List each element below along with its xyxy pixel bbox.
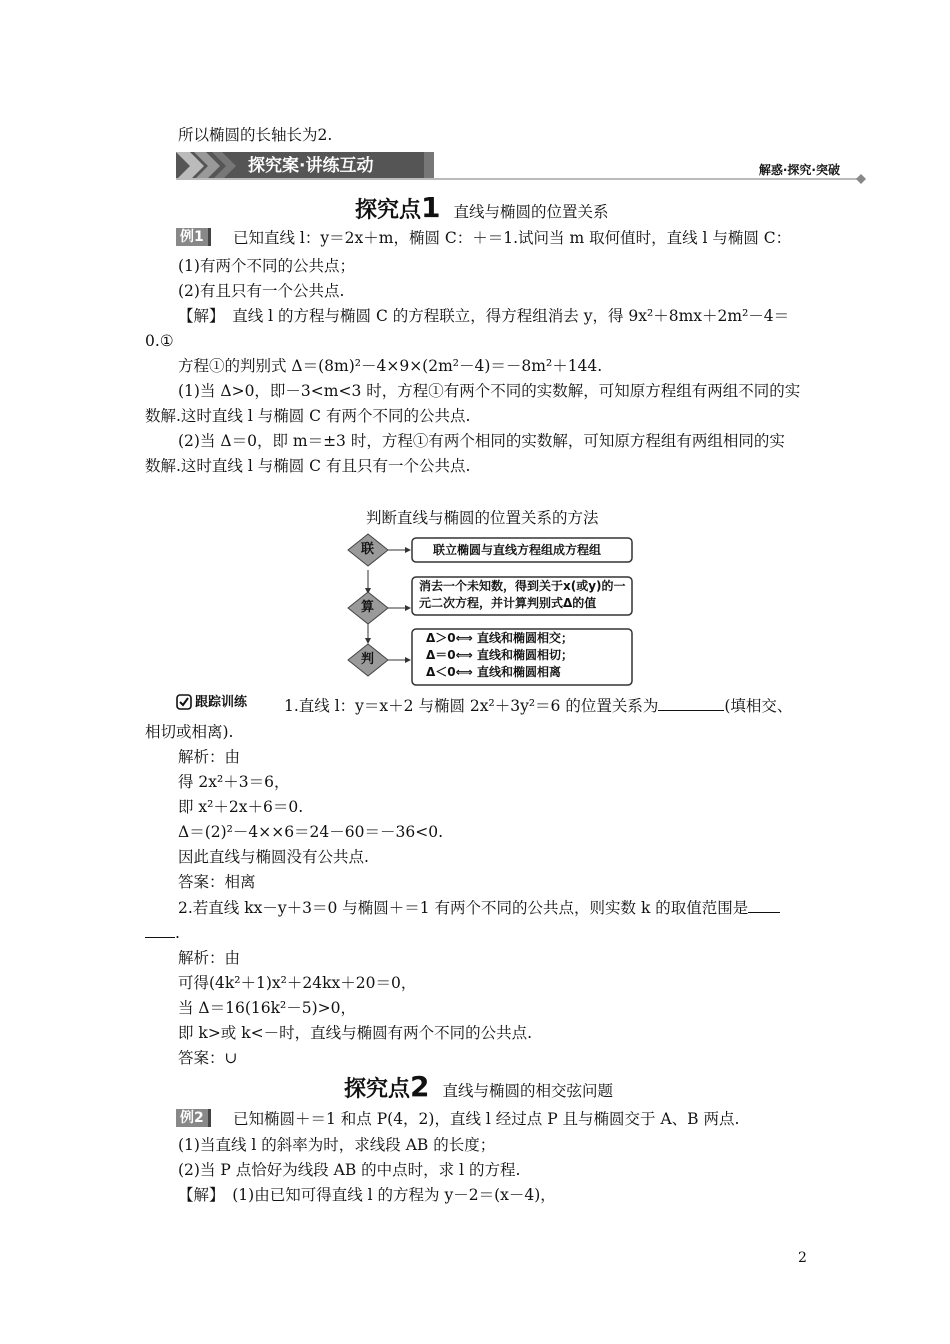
banner-title: 探究案·讲练互动 xyxy=(248,156,374,176)
step-key: 判 xyxy=(361,652,375,667)
answer-blank xyxy=(145,923,175,938)
example-1-line: (1)有两个不同的公共点； xyxy=(178,257,355,275)
check-icon xyxy=(176,694,192,710)
solution-line: 0.① xyxy=(145,332,174,350)
practice-question: 1.直线 l：y＝x＋2 与椭圆 2x²＋3y²＝6 的位置关系为 (填相交、 xyxy=(284,697,793,715)
section-2-subtitle: 直线与椭圆的相交弦问题 xyxy=(442,1082,613,1100)
step-text: 联立椭圆与直线方程组成方程组 xyxy=(433,543,602,557)
practice-answer: 答案：相离 xyxy=(178,873,256,891)
step-text: 元二次方程，并计算判别式Δ的值 xyxy=(419,596,597,610)
practice-answer: 因此直线与椭圆没有公共点. xyxy=(178,848,369,866)
practice-answer: 当 Δ＝16(16k²－5)>0， xyxy=(178,999,356,1017)
section-2-label: 探究点 xyxy=(344,1077,411,1102)
step-key: 联 xyxy=(361,542,375,557)
section-1-number: 1 xyxy=(421,191,441,224)
answer-blank xyxy=(748,898,780,913)
solution-line: 数解.这时直线 l 与椭圆 C 有两个不同的公共点. xyxy=(145,407,471,425)
practice-answer: 可得(4k²＋1)x²＋24kx＋20＝0， xyxy=(178,974,417,992)
solution-line: 方程①的判别式 Δ＝(8m)²－4×9×(2m²－4)＝－8m²＋144. xyxy=(178,357,603,375)
example-2-line: (2)当 P 点恰好为线段 AB 的中点时，求 l 的方程. xyxy=(178,1161,521,1179)
example-2-line: 已知椭圆＋＝1 和点 P(4，2)，直线 l 经过点 P 且与椭圆交于 A、B 两点. xyxy=(233,1110,740,1128)
section-2-number: 2 xyxy=(410,1070,430,1103)
solution-line: 【解】 直线 l 的方程与椭圆 C 的方程联立，得方程组消去 y，得 9x²＋8mx＋2m²－4＝ xyxy=(178,307,790,325)
practice-answer: 得 2x²＋3＝6， xyxy=(178,773,290,791)
banner-rule xyxy=(176,178,858,180)
practice-question: 2.若直线 kx－y＋3＝0 与椭圆＋＝1 有两个不同的公共点，则实数 k 的取值范围是 xyxy=(178,898,780,918)
example-2-badge: 例2 xyxy=(176,1109,211,1127)
practice-badge: 跟踪训练 xyxy=(195,695,248,710)
practice-answer: 解析：由 xyxy=(178,748,241,766)
solution-line: 数解.这时直线 l 与椭圆 C 有且只有一个公共点. xyxy=(145,457,471,475)
step-text: Δ＞0⟺ 直线和椭圆相交； xyxy=(426,631,574,645)
section-1-heading xyxy=(355,193,608,227)
step-text: Δ＜0⟺ 直线和椭圆相离 xyxy=(426,665,562,679)
solution-line: 【解】 (1)由已知可得直线 l 的方程为 y－2＝(x－4)， xyxy=(178,1186,556,1204)
practice-answer: 答案：∪ xyxy=(178,1049,238,1067)
step-key: 算 xyxy=(361,600,375,615)
practice-answer: 解析：由 xyxy=(178,949,241,967)
intro-line: 所以椭圆的长轴长为2. xyxy=(178,126,333,144)
section-2-heading xyxy=(344,1072,613,1106)
practice-question: 相切或相离). xyxy=(145,723,234,741)
banner-tagline: 解惑·探究·突破 xyxy=(758,163,840,177)
diamond-icon xyxy=(856,174,866,184)
practice-answer: 即 x²＋2x＋6＝0. xyxy=(178,798,304,816)
section-1-label: 探究点 xyxy=(355,198,422,223)
practice-answer: 即 k>或 k<－时，直线与椭圆有两个不同的公共点. xyxy=(178,1024,533,1042)
step-text: 消去一个未知数，得到关于x(或y)的一 xyxy=(419,579,626,593)
example-1-line: 已知直线 l：y＝2x＋m，椭圆 C：＋＝1.试问当 m 取何值时，直线 l 与椭圆 C： xyxy=(233,229,792,247)
method-title: 判断直线与椭圆的位置关系的方法 xyxy=(366,509,599,527)
page-number: 2 xyxy=(798,1250,807,1266)
example-2-line: (1)当直线 l 的斜率为时，求线段 AB 的长度； xyxy=(178,1136,496,1154)
example-1-badge: 例1 xyxy=(176,228,211,246)
solution-line: (2)当 Δ＝0，即 m＝±3 时，方程①有两个相同的实数解，可知原方程组有两组相同的实 xyxy=(178,432,785,450)
step-text: Δ＝0⟺ 直线和椭圆相切； xyxy=(426,648,574,662)
solution-line: (1)当 Δ>0，即－3<m<3 时，方程①有两个不同的实数解，可知原方程组有两组不同的实 xyxy=(178,382,801,400)
example-1-line: (2)有且只有一个公共点. xyxy=(178,282,345,300)
section-1-subtitle: 直线与椭圆的位置关系 xyxy=(453,203,609,221)
answer-blank xyxy=(658,696,724,711)
practice-answer: Δ＝(2)²－4××6＝24－60＝－36<0. xyxy=(178,823,444,841)
practice-question: . xyxy=(145,923,180,943)
